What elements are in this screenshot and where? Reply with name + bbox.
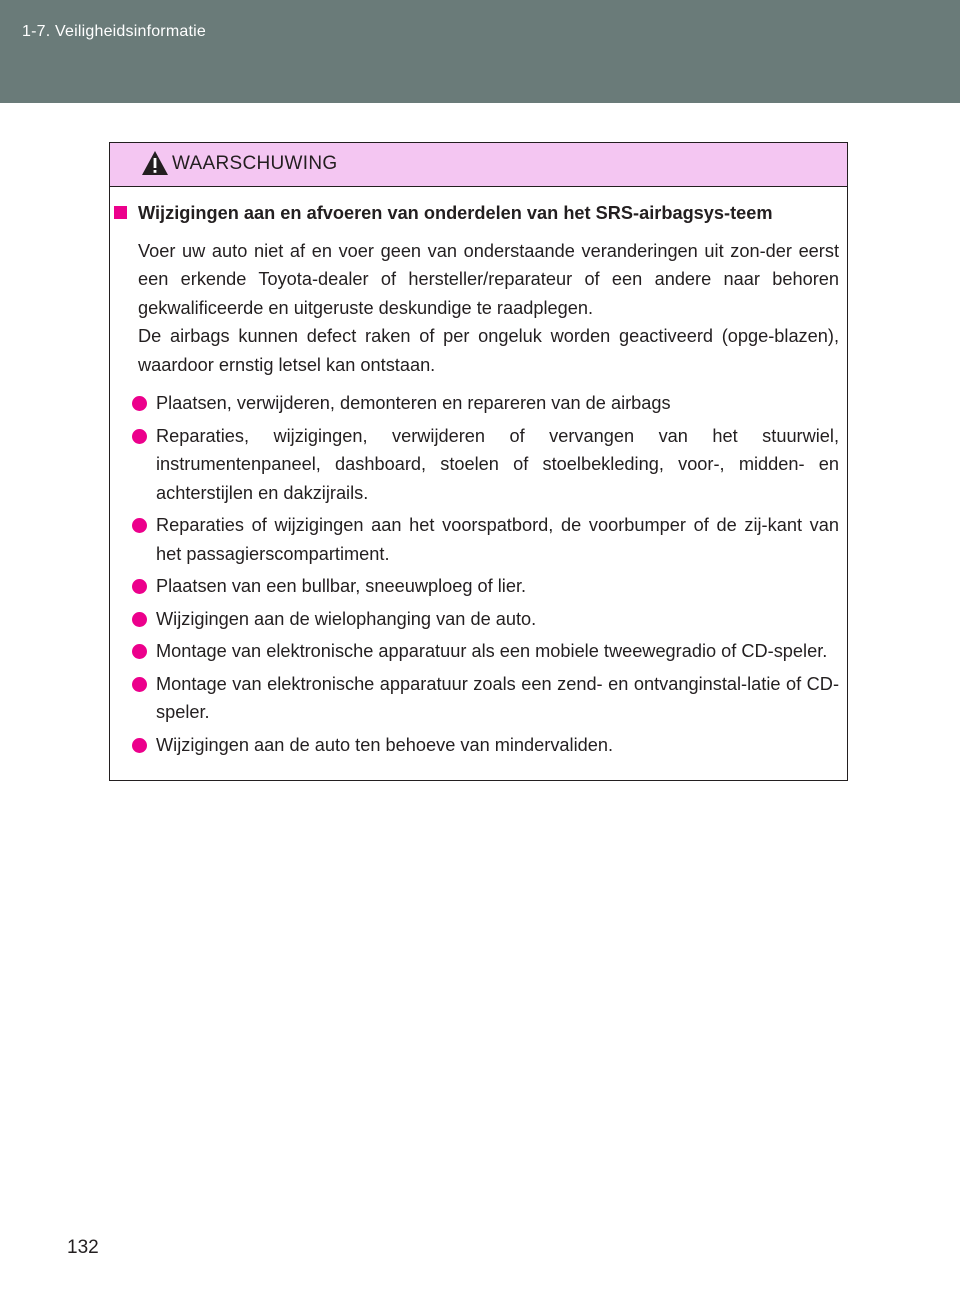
list-item-text: Reparaties of wijzigingen aan het voorspatbord, de voorbumper of de zij-kant van het passagierscompartiment. xyxy=(156,515,839,564)
list-item xyxy=(128,511,839,568)
bullet-dot-icon xyxy=(132,518,147,533)
list-item-text: Reparaties, wijzigingen, verwijderen of vervangen van het stuurwiel, instrumentenpaneel, dashboard, stoelen of stoelbekleding, voor-, midden- en achterstijlen en dakzijrails. xyxy=(156,425,839,503)
warning-triangle-icon xyxy=(141,150,169,176)
list-item xyxy=(128,670,839,727)
section-title: 1-7. Veiligheidsinformatie xyxy=(22,23,206,40)
page-number: 132 xyxy=(67,1237,99,1258)
bullet-dot-icon xyxy=(132,738,147,753)
bullet-list xyxy=(128,389,839,759)
list-item-text: Montage van elektronische apparatuur zoals een zend- en ontvanginstal-latie of CD-speler. xyxy=(156,673,839,722)
list-item-text: Wijzigingen aan de auto ten behoeve van mindervaliden. xyxy=(156,734,614,755)
list-item xyxy=(128,572,839,601)
warning-title: WAARSCHUWING xyxy=(172,153,338,174)
warning-heading xyxy=(128,199,839,228)
header-band xyxy=(0,0,960,103)
list-item xyxy=(128,637,839,666)
warning-paragraph-text: Voer uw auto niet af en voer geen van onderstaande veranderingen uit zon-der eerst een erkende Toyota-dealer of hersteller/reparateur of een andere naar behoren gekwalificeerde en uitgeruste deskundige te raadplegen. xyxy=(138,240,839,318)
bullet-dot-icon xyxy=(132,612,147,627)
warning-box xyxy=(109,142,848,781)
warning-heading-text: Wijzigingen aan en afvoeren van onderdelen van het SRS-airbagsys-teem xyxy=(138,203,773,223)
square-marker-icon xyxy=(114,206,127,219)
list-item-text: Plaatsen, verwijderen, demonteren en repareren van de airbags xyxy=(156,393,671,413)
warning-paragraph xyxy=(128,237,839,380)
warning-paragraph-text-2: De airbags kunnen defect raken of per ongeluk worden geactiveerd (opge-blazen), waardoor ernstig letsel kan ontstaan. xyxy=(138,326,839,375)
list-item xyxy=(128,422,839,508)
bullet-dot-icon xyxy=(132,579,147,594)
list-item-text: Montage van elektronische apparatuur als een mobiele tweewegradio of CD-speler. xyxy=(156,641,828,661)
list-item-text: Plaatsen van een bullbar, sneeuwploeg of lier. xyxy=(156,576,527,596)
list-item xyxy=(128,605,839,634)
list-item xyxy=(128,731,839,760)
list-item-text: Wijzigingen aan de wielophanging van de auto. xyxy=(156,608,537,629)
bullet-dot-icon xyxy=(132,396,147,411)
warning-body xyxy=(110,199,847,759)
bullet-dot-icon xyxy=(132,429,147,444)
warning-header xyxy=(110,143,847,187)
bullet-dot-icon xyxy=(132,644,147,659)
bullet-dot-icon xyxy=(132,677,147,692)
list-item xyxy=(128,389,839,418)
